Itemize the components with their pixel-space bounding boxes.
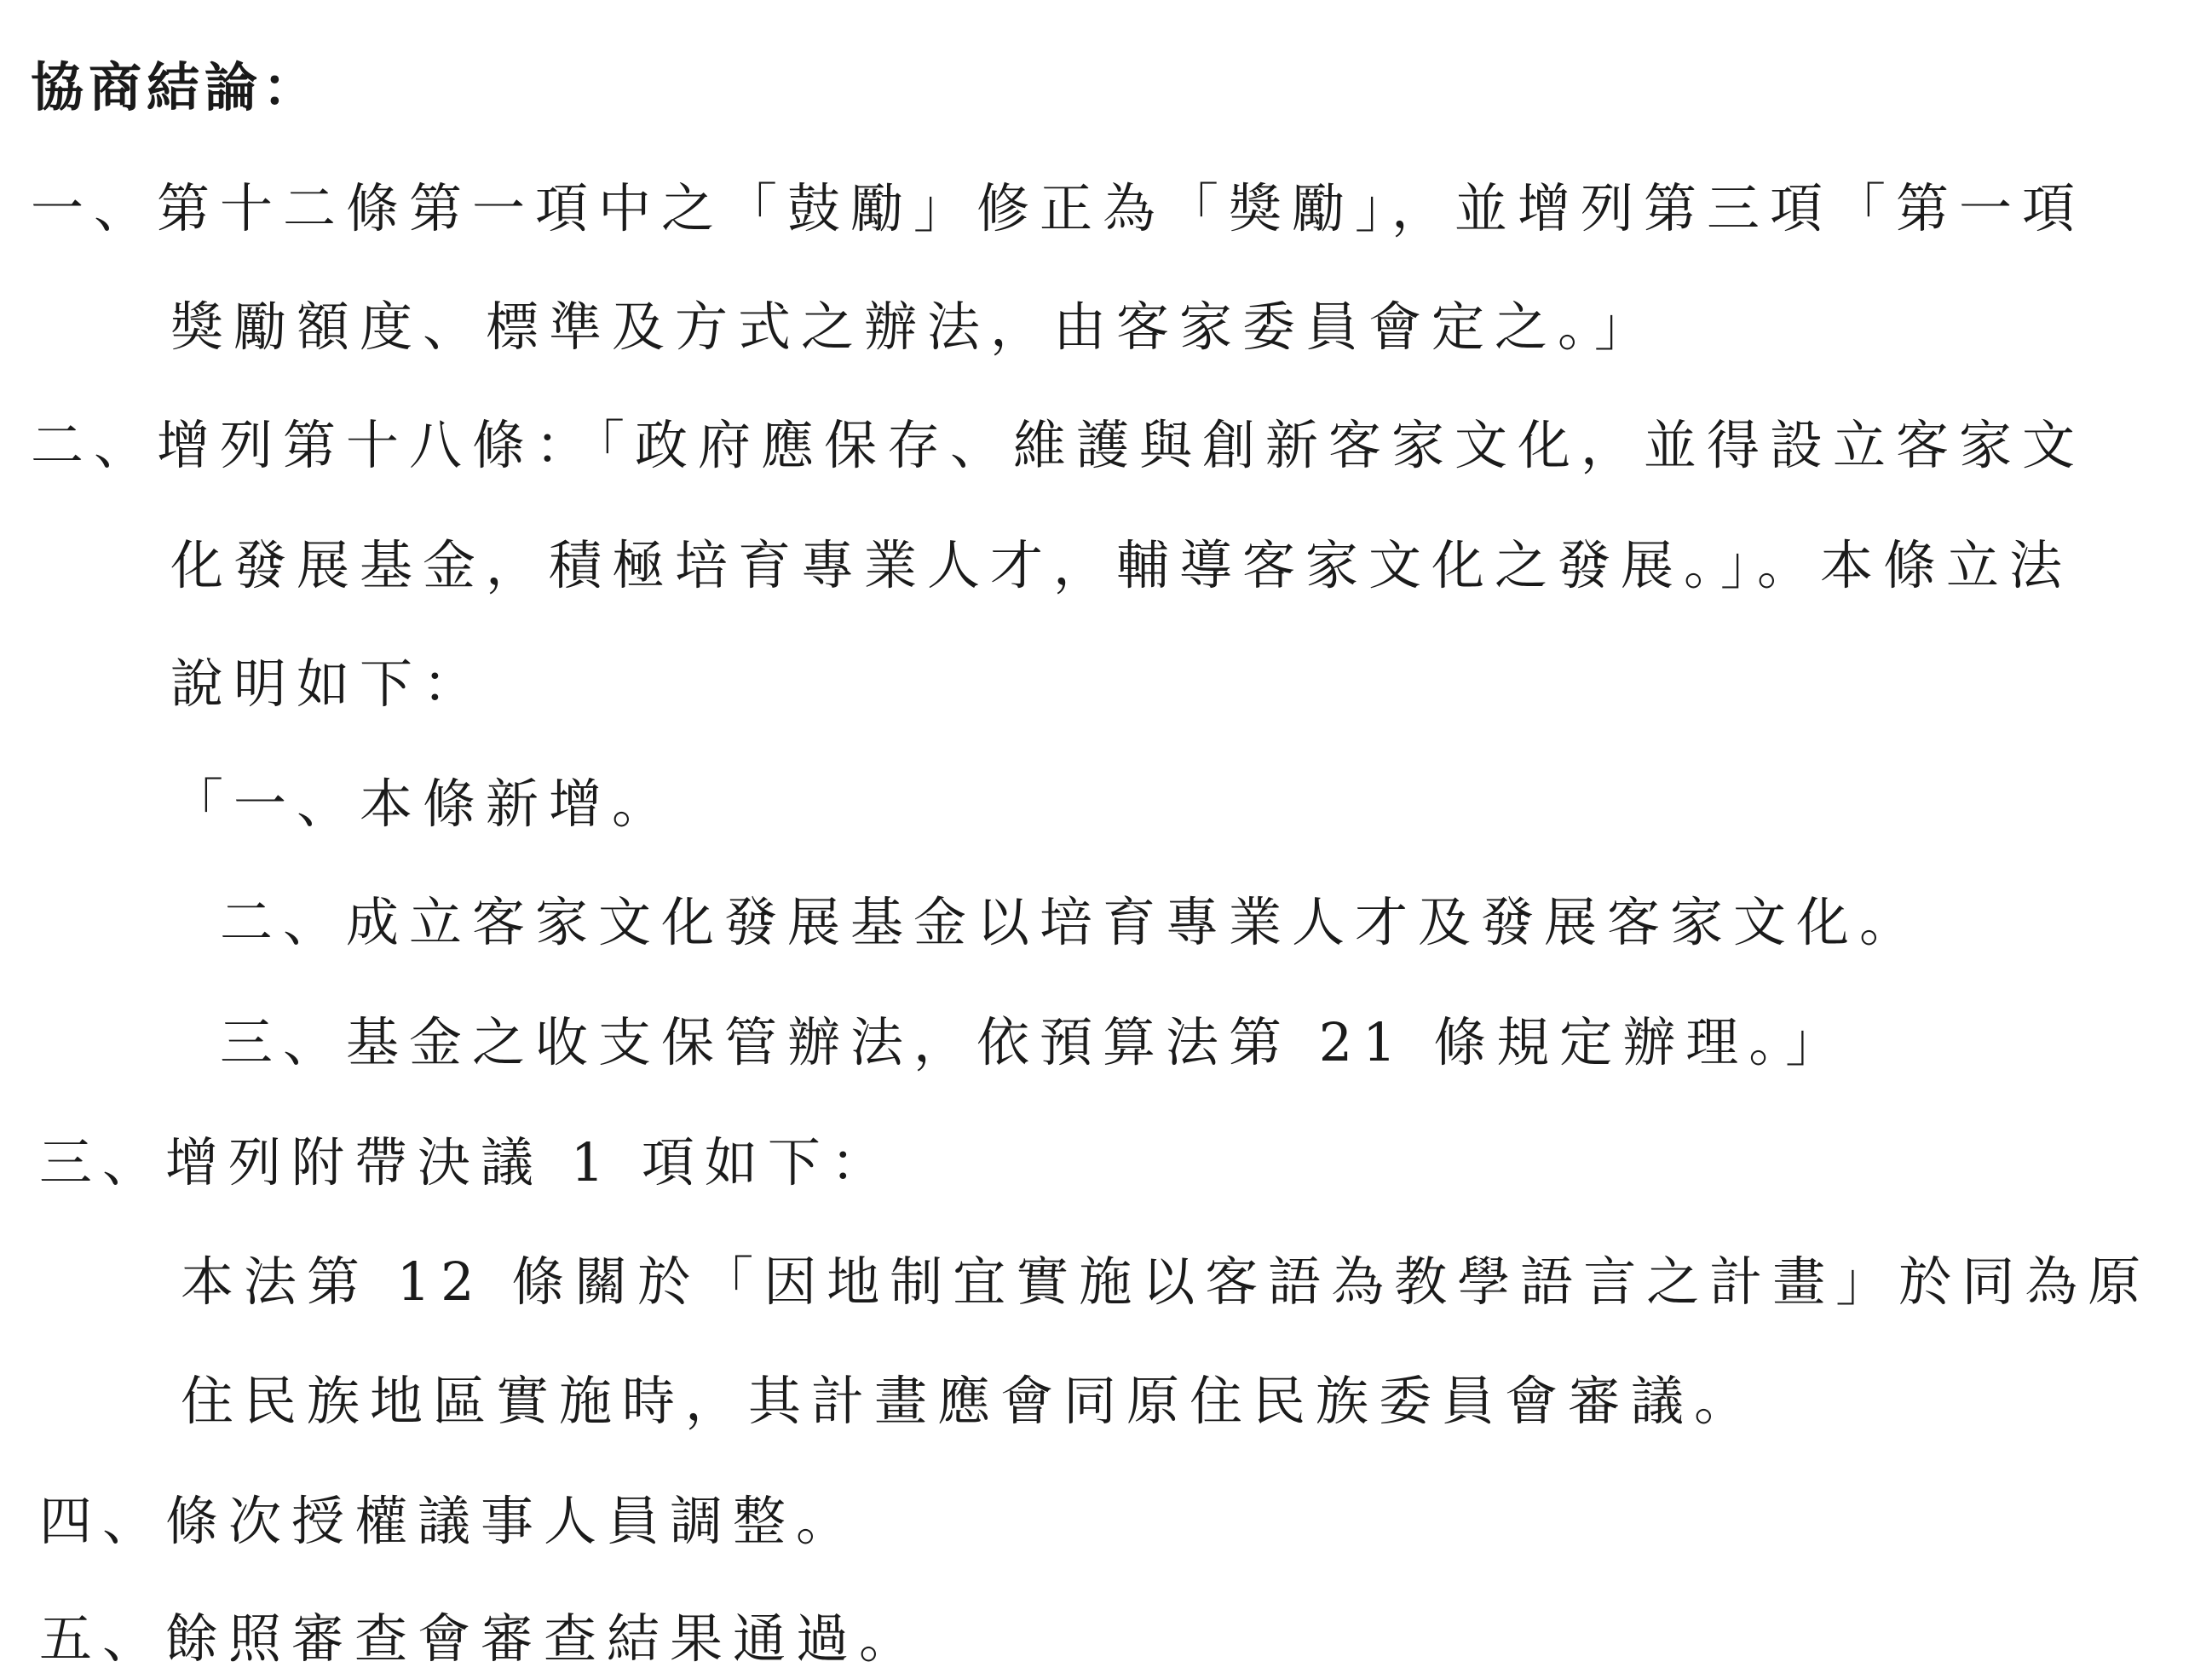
- item-3-line-2: 本法第 12 條關於「因地制宜實施以客語為教學語言之計畫」於同為原: [181, 1251, 2152, 1313]
- item-1-line-1: 一、第十二條第一項中之「鼓勵」修正為「獎勵」，並增列第三項「第一項: [31, 177, 2086, 239]
- explanation-line-3: 三、基金之收支保管辦法，依預算法第 21 條規定辦理。」: [220, 1011, 1849, 1073]
- item-2-line-3: 說明如下：: [170, 653, 487, 715]
- item-3-line-1: 三、增列附帶決議 1 項如下：: [39, 1131, 894, 1193]
- explanation-line-2: 二、成立客家文化發展基金以培育專業人才及發展客家文化。: [220, 891, 1923, 953]
- item-1-line-2: 獎勵額度、標準及方式之辦法，由客家委員會定之。」: [170, 296, 1658, 358]
- document-heading: 協商結論：: [31, 56, 321, 118]
- item-5-line: 五、餘照審查會審查結果通過。: [39, 1607, 923, 1670]
- item-2-line-1: 二、增列第十八條：「政府應保存、維護與創新客家文化，並得設立客家文: [31, 414, 2086, 476]
- item-2-line-2: 化發展基金，積極培育專業人才，輔導客家文化之發展。」。本條立法: [170, 534, 2073, 596]
- item-3-line-3: 住民族地區實施時，其計畫應會同原住民族委員會審議。: [181, 1370, 1758, 1432]
- explanation-line-1: 「一、本條新增。: [170, 773, 676, 835]
- item-4-line: 四、條次授權議事人員調整。: [39, 1490, 860, 1552]
